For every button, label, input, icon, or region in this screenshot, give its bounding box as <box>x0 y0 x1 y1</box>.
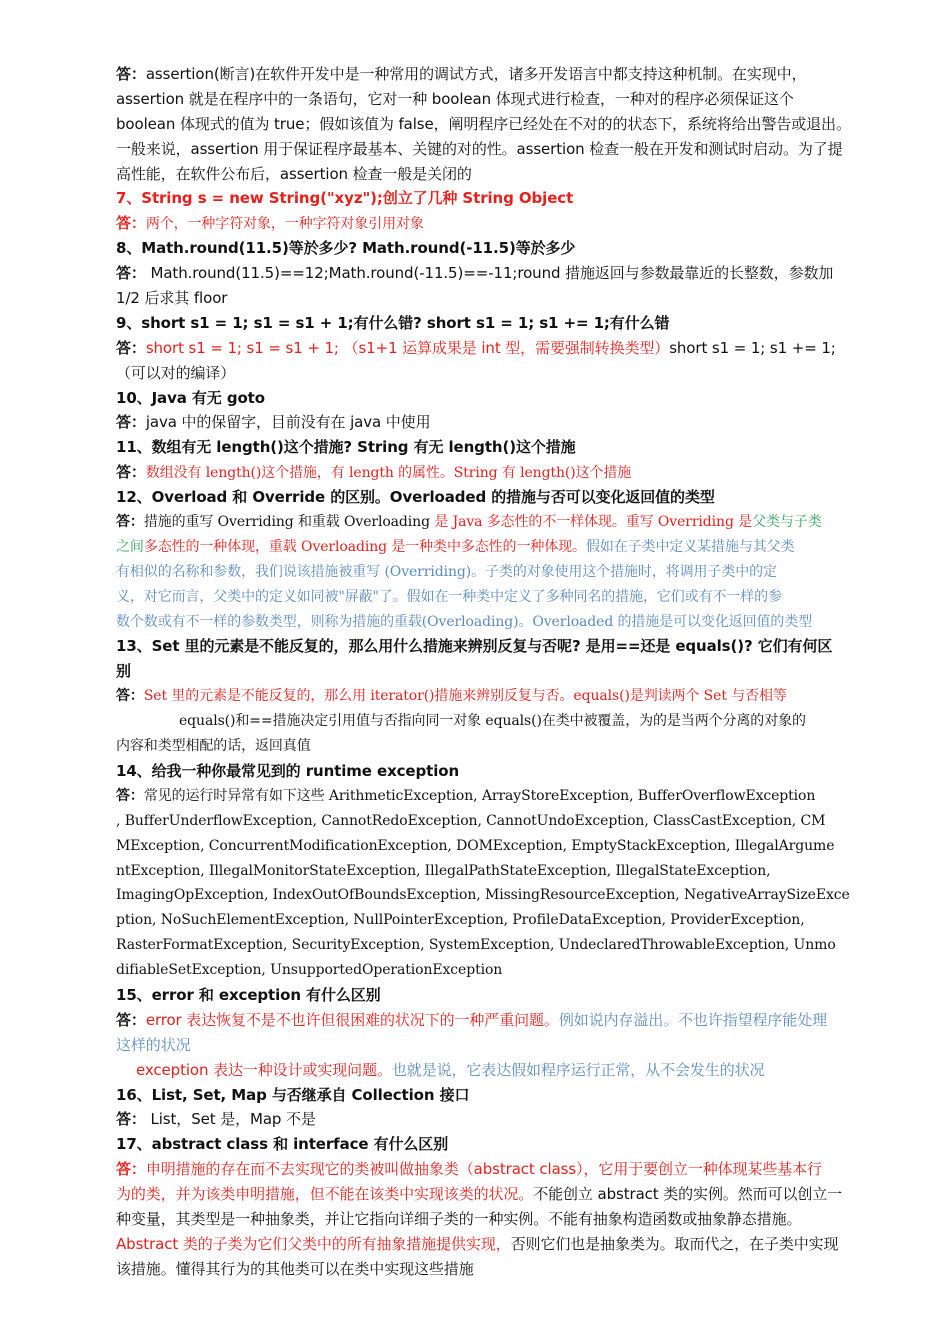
answer-label: 答： <box>116 463 146 482</box>
answer-text: 措施的重写 Overriding 和重载 Overloading <box>143 514 435 531</box>
question-14: 14、给我一种你最常见到的 runtime exception <box>116 761 460 780</box>
answer-text: assertion(断言)在软件开发中是一种常用的调试方式，诸多开发语言中都支持这种机制。在实现中， <box>145 65 807 83</box>
answer-17-line-2 <box>116 1182 894 1207</box>
answer-12-line-4: 义，对它而言，父类中的定义如同被"屏蔽"了。假如在一种类中定义了多种同名的措施，它们或有不一样的参 <box>116 588 782 605</box>
question-7: 7、String s = new String("xyz");创立了几种 String Object <box>116 189 574 208</box>
answer-14-line-2: , BufferUnderflowException, CannotRedoException, CannotUndoException, ClassCastException, CM <box>116 812 826 829</box>
answer-17-line-1 <box>116 1157 894 1182</box>
answer-label: 答： <box>116 1110 146 1129</box>
answer-label: 答： <box>116 787 144 804</box>
answer-12-line-3: 有相似的名称和参数，我们说该措施被重写 (Overriding)。子类的对象使用这个措施时，将调用子类中的定 <box>116 563 777 580</box>
answer-6-line-2: assertion 就是在程序中的一条语句，它对一种 boolean 体现式进行检查，一种对的程序必须保证这个 <box>116 89 794 108</box>
answer-11 <box>116 460 894 485</box>
answer-8-line-2: 1/2 后求其 floor <box>116 289 228 308</box>
question-9: 9、short s1 = 1; s1 = s1 + 1;有什么错? short s1 = 1; s1 += 1;有什么错 <box>116 313 670 332</box>
question-13-line-2: 别 <box>116 662 131 681</box>
answer-text-green: 之间 <box>116 538 144 555</box>
question-11: 11、数组有无 length()这个措施? String 有无 length()这个措施 <box>116 438 576 457</box>
answer-text-blue: 例如说内存溢出。不也许指望程序能处理 <box>558 1010 828 1029</box>
answer-text: Set 里的元素是不能反复的，那么用 iterator()措施来辨别反复与否。equals()是判读两个 Set 与否相等 <box>143 688 787 705</box>
answer-6-line-5: 高性能，在软件公布后，assertion 检查一般是关闭的 <box>116 164 472 183</box>
question-10: 10、Java 有无 goto <box>116 388 265 407</box>
answer-text-red: 多态性的一种体现，重载 Overloading 是一种类中多态性的一种体现。 <box>143 538 586 555</box>
question-15: 15、error 和 exception 有什么区别 <box>116 985 381 1004</box>
answer-text-blue: 也就是说，它表达假如程序运行正常，从不会发生的状况 <box>391 1060 765 1079</box>
answer-text-red: Abstract 类的子类为它们父类中的所有抽象措施提供实现， <box>116 1234 511 1253</box>
answer-17-line-3: 种变量，其类型是一种抽象类，并让它指向详细子类的一种实例。不能有抽象构造函数或抽象静态措施。 <box>116 1209 802 1228</box>
answer-12-line-1 <box>116 510 894 535</box>
answer-10 <box>116 410 894 435</box>
answer-text: short s1 = 1; s1 += 1; <box>669 338 836 357</box>
answer-text-red: 申明措施的存在而不去实现它的类被叫做抽象类（abstract class），它用于要创立一种体现某些基本行 <box>145 1160 822 1179</box>
answer-label: 答： <box>116 514 144 531</box>
answer-label: 答： <box>116 338 146 357</box>
answer-text: 常见的运行时异常有如下这些 ArithmeticException, ArrayStoreException, BufferOverflowException <box>143 787 816 804</box>
answer-label: 答： <box>116 688 144 705</box>
question-17: 17、abstract class 和 interface 有什么区别 <box>116 1135 449 1154</box>
answer-label: 答： <box>116 413 146 432</box>
answer-label: 答： <box>116 1160 146 1179</box>
answer-7 <box>116 211 894 236</box>
answer-text-red: short s1 = 1; s1 = s1 + 1; （s1+1 运算成果是 int 型，需要强制转换类型） <box>145 338 670 357</box>
answer-text-red: 为的类，并为该类申明措施，但不能在该类中实现该类的状况。 <box>116 1185 534 1204</box>
answer-text: 两个，一种字符对象，一种字符对象引用对象 <box>145 216 424 233</box>
answer-text: java 中的保留字，目前没有在 java 中使用 <box>145 413 431 432</box>
answer-13-line-1 <box>116 684 894 709</box>
answer-text: 不能创立 abstract 类的实例。然而可以创立一 <box>533 1185 843 1204</box>
answer-text: Math.round(11.5)==12;Math.round(-11.5)==-11;round 措施返回与参数最靠近的长整数，参数加 <box>145 264 834 283</box>
answer-9-line-2: （可以对的编译） <box>116 363 236 382</box>
answer-16 <box>116 1107 894 1132</box>
question-12: 12、Overload 和 Override 的区别。Overloaded 的措施与否可以变化返回值的类型 <box>116 488 715 507</box>
answer-text-red: 是 Java 多态性的不一样体现。重写 Overriding 是 <box>434 514 753 531</box>
answer-13-line-2: equals()和==措施决定引用值与否指向同一对象 equals()在类中被覆盖，为的是当两个分离的对象的 <box>179 713 806 730</box>
answer-text-red: error 表达恢复不是不也许但很困难的状况下的一种严重问题。 <box>145 1010 559 1029</box>
answer-17-line-5: 该措施。懂得其行为的其他类可以在类中实现这些措施 <box>116 1259 474 1278</box>
answer-15-line-2: 这样的状况 <box>116 1035 191 1054</box>
answer-14-line-4: ntException, IllegalMonitorStateException, IllegalPathStateException, IllegalStateException, <box>116 862 771 879</box>
question-8: 8、Math.round(11.5)等於多少? Math.round(-11.5)等於多少 <box>116 239 576 258</box>
answer-text-green: 父类与子类 <box>752 514 822 531</box>
answer-6-line-1 <box>116 62 894 87</box>
answer-13-line-3: 内容和类型相配的话，返回真值 <box>116 738 311 755</box>
answer-17-line-4 <box>116 1232 894 1257</box>
answer-label: 答： <box>116 264 146 283</box>
answer-12-line-2 <box>116 535 894 560</box>
answer-text-red: exception 表达一种设计或实现问题。 <box>136 1060 392 1079</box>
answer-label: 答： <box>116 1010 146 1029</box>
answer-14-line-6: ption, NoSuchElementException, NullPointerException, ProfileDataException, ProviderException, <box>116 912 805 929</box>
question-13-line-1: 13、Set 里的元素是不能反复的，那么用什么措施来辨别反复与否呢? 是用==还是 equals()? 它们有何区 <box>116 637 833 656</box>
answer-12-line-5: 数个数或有不一样的参数类型，则称为措施的重载(Overloading)。Overloaded 的措施是可以变化返回值的类型 <box>116 613 813 630</box>
answer-text: List，Set 是，Map 不是 <box>145 1110 316 1129</box>
answer-text: 否则它们也是抽象类为。取而代之，在子类中实现 <box>510 1234 839 1253</box>
answer-6-line-3: boolean 体现式的值为 true；假如该值为 false，阐明程序已经处在不对的的状态下，系统将给出警告或退出。 <box>116 114 851 133</box>
answer-15-line-1 <box>116 1008 894 1033</box>
answer-14-line-3: MException, ConcurrentModificationException, DOMException, EmptyStackException, IllegalArgume <box>116 837 835 854</box>
answer-text-blue: 假如在子类中定义某措施与其父类 <box>585 538 795 555</box>
document-page <box>116 62 894 1282</box>
answer-text: 数组没有 length()这个措施，有 length 的属性。String 有 length()这个措施 <box>145 465 632 482</box>
question-16: 16、List, Set, Map 与否继承自 Collection 接口 <box>116 1085 470 1104</box>
answer-9-line-1 <box>116 336 894 361</box>
answer-label: 答： <box>116 214 146 233</box>
answer-label: 答： <box>116 65 146 83</box>
answer-6-line-4: 一般来说，assertion 用于保证程序最基本、关键的对的性。assertion 检查一般在开发和测试时启动。为了提 <box>116 139 843 158</box>
answer-15-line-3 <box>116 1058 894 1083</box>
answer-14-line-1 <box>116 784 894 809</box>
answer-14-line-8: difiableSetException, UnsupportedOperationException <box>116 962 503 979</box>
answer-14-line-7: RasterFormatException, SecurityException, SystemException, UndeclaredThrowableException, Unmo <box>116 937 836 954</box>
answer-14-line-5: ImagingOpException, IndexOutOfBoundsException, MissingResourceException, NegativeArraySizeExce <box>116 887 850 904</box>
answer-8-line-1 <box>116 261 894 286</box>
